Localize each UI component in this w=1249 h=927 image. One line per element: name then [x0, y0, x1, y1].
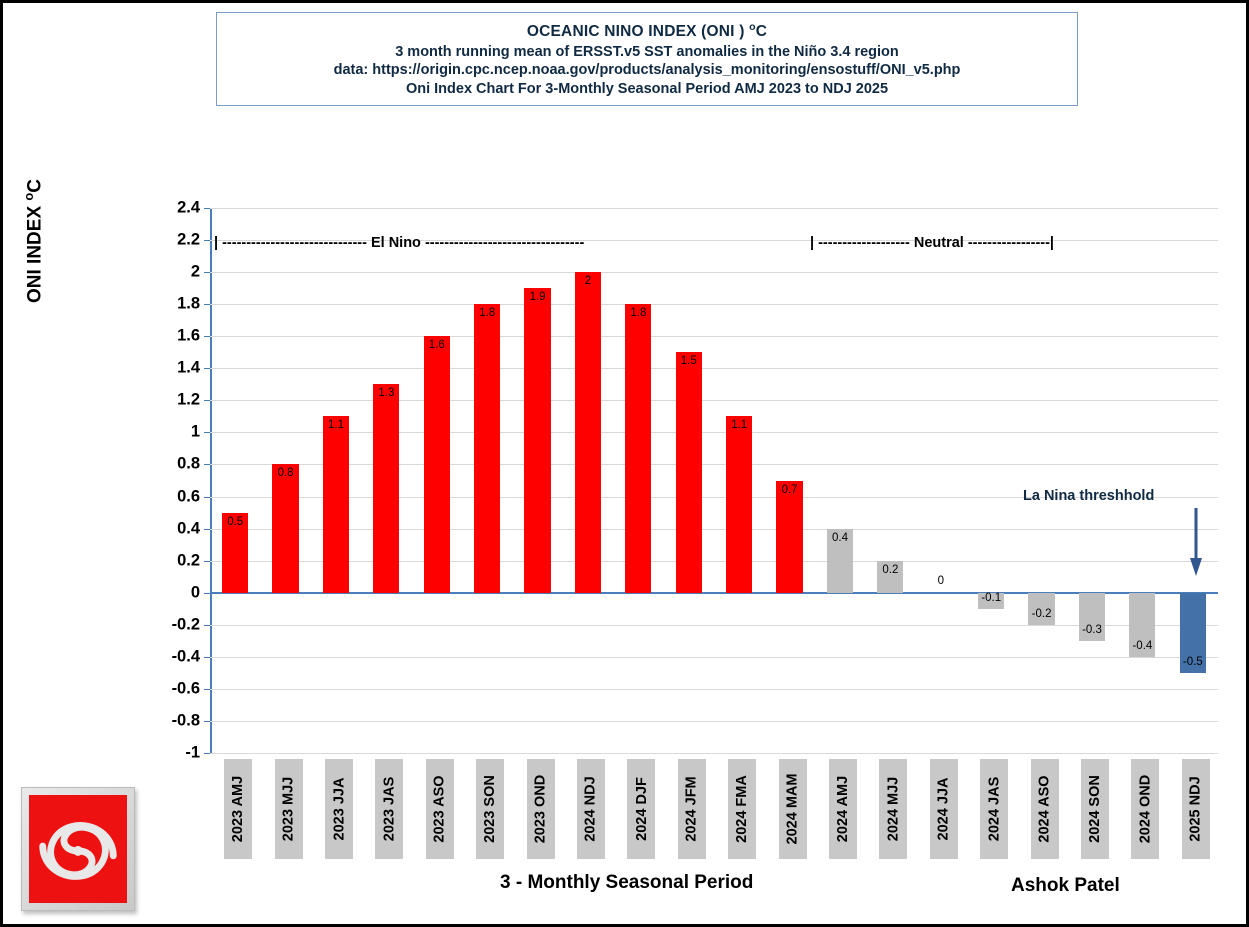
- x-tick-label: [930, 759, 958, 859]
- y-tick-label: -0.2: [171, 615, 200, 634]
- bar-column[interactable]: [424, 208, 450, 753]
- bar-value-label: 1.5: [680, 355, 697, 368]
- gridline: [210, 753, 1218, 754]
- chart-title-line3: data: https://origin.cpc.ncep.noaa.gov/products/analysis_monitoring/ensostuff/ONI_v5.php: [333, 61, 961, 78]
- y-tick-label: 0.6: [177, 487, 200, 506]
- regime-annotations: [210, 235, 1218, 257]
- bar-value-label: -0.4: [1132, 639, 1153, 652]
- x-axis-title: 3 - Monthly Seasonal Period: [500, 872, 754, 893]
- x-tick-label-text: 2024 OND: [1137, 774, 1154, 844]
- x-axis-tick-labels: [210, 759, 1218, 889]
- x-tick-label-text: 2024 JFM: [683, 776, 700, 842]
- y-tick-label: -0.4: [171, 647, 200, 666]
- x-tick-label: [325, 759, 353, 859]
- x-tick-label-text: 2024 DJF: [633, 777, 650, 841]
- y-tick-label: 2.4: [177, 198, 200, 217]
- bar[interactable]: [776, 481, 802, 593]
- y-tick-label: -0.6: [171, 679, 200, 698]
- bar[interactable]: [373, 384, 399, 592]
- bar-column[interactable]: [323, 208, 349, 753]
- bar-column[interactable]: [726, 208, 752, 753]
- x-tick-label-text: 2025 NDJ: [1187, 776, 1204, 842]
- y-axis-title: ONI INDEX $^o$C: [21, 178, 46, 303]
- chart-title-line1: OCEANIC NINO INDEX (ONI ) $^o$C: [526, 21, 768, 41]
- bar-value-label: 2: [584, 275, 592, 288]
- bar-value-label: 1.8: [479, 307, 496, 320]
- x-tick-label-text: 2024 MAM: [784, 773, 801, 845]
- x-tick-label: [980, 759, 1008, 859]
- y-tick-label: 0.2: [177, 551, 200, 570]
- bar-column[interactable]: [373, 208, 399, 753]
- y-tick-label: 0.4: [177, 519, 200, 538]
- bar-column[interactable]: [1028, 208, 1054, 753]
- bar-value-label: 1.1: [731, 419, 748, 432]
- x-tick-label: [678, 759, 706, 859]
- bar-column[interactable]: [625, 208, 651, 753]
- y-tick-label: 1: [190, 422, 200, 441]
- bar-value-label: -0.2: [1031, 607, 1052, 620]
- x-tick-label-text: 2023 SON: [482, 775, 499, 843]
- x-tick-label-text: 2023 JAS: [381, 776, 398, 842]
- bar-column[interactable]: [575, 208, 601, 753]
- chart-title-box: [216, 12, 1078, 106]
- bar-value-label: -0.3: [1082, 623, 1102, 636]
- bar-value-label: 1.3: [378, 387, 395, 400]
- bar[interactable]: [676, 352, 702, 592]
- x-tick-label: [476, 759, 504, 859]
- bar-column[interactable]: [474, 208, 500, 753]
- x-tick-label-text: 2023 JJA: [331, 777, 348, 841]
- bar-value-label: 0.7: [781, 483, 798, 496]
- x-tick-label-text: 2023 ASO: [431, 775, 448, 843]
- x-tick-label: [1182, 759, 1210, 859]
- bar-value-label: 0.5: [227, 515, 244, 528]
- y-tick-label: 1.8: [177, 294, 200, 313]
- plot-area: [171, 198, 1218, 762]
- y-tick-label: -1: [185, 743, 200, 762]
- bar[interactable]: [726, 416, 752, 592]
- bar-column[interactable]: [1180, 208, 1206, 753]
- neutral-annotation: | ------------------- Neutral -----------------|: [810, 235, 1054, 251]
- bar-column[interactable]: [978, 208, 1004, 753]
- down-arrow-icon: [1189, 508, 1203, 578]
- bar-value-label: 0.8: [277, 467, 294, 480]
- el-nino-annotation: | ------------------------------ El Nino ---------------------------------: [214, 235, 585, 251]
- x-tick-label-text: 2023 MJJ: [280, 776, 297, 842]
- x-tick-label: [275, 759, 303, 859]
- bar-value-label: 0: [937, 574, 944, 587]
- x-tick-label-text: 2024 NDJ: [583, 776, 600, 842]
- bar-value-label: 0.4: [831, 531, 848, 544]
- x-tick-label-text: 2024 SON: [1087, 775, 1103, 843]
- x-tick-label-text: 2023 OND: [532, 774, 549, 844]
- cyclone-icon: [29, 795, 127, 903]
- bar-value-label: 1.8: [630, 307, 647, 320]
- y-tick-label: -0.8: [171, 711, 200, 730]
- bar-series: [210, 208, 1218, 753]
- x-tick-label-text: 2024 FMA: [734, 775, 751, 843]
- author-label: Ashok Patel: [1011, 875, 1120, 896]
- x-tick-label: [527, 759, 555, 859]
- bar[interactable]: [474, 304, 500, 593]
- y-tick-label: 0.8: [177, 454, 200, 473]
- bar-column[interactable]: [928, 208, 954, 753]
- chart-title-line4: Oni Index Chart For 3-Monthly Seasonal Period AMJ 2023 to NDJ 2025: [405, 80, 889, 97]
- bar[interactable]: [424, 336, 450, 592]
- y-tick-label: 0: [190, 583, 200, 602]
- x-tick-label-text: 2024 ASO: [1036, 775, 1053, 843]
- x-tick-label: [577, 759, 605, 859]
- bar-value-label: 0.2: [882, 563, 899, 576]
- bar[interactable]: [323, 416, 349, 592]
- y-tick-label: 1.2: [177, 390, 200, 409]
- bar[interactable]: [524, 288, 550, 593]
- bar-column[interactable]: [676, 208, 702, 753]
- x-tick-label: [426, 759, 454, 859]
- x-tick-label-text: 2024 JJA: [935, 777, 952, 841]
- bar-column[interactable]: [1079, 208, 1105, 753]
- la-nina-threshold-label: La Nina threshhold: [1023, 488, 1155, 504]
- bar[interactable]: [575, 272, 601, 593]
- x-tick-label: [627, 759, 655, 859]
- bar-value-label: 1.9: [529, 291, 546, 304]
- x-tick-label: [879, 759, 907, 859]
- bar-value-label: 1.6: [428, 339, 445, 352]
- x-tick-label-text: 2023 AMJ: [230, 775, 247, 843]
- bar-column[interactable]: [877, 208, 903, 753]
- bar-column[interactable]: [222, 208, 248, 753]
- bar-column[interactable]: [1129, 208, 1155, 753]
- bar-column[interactable]: [272, 208, 298, 753]
- x-tick-label-text: 2024 JAS: [986, 776, 1003, 842]
- x-tick-label: [829, 759, 857, 859]
- bar-column[interactable]: [524, 208, 550, 753]
- x-tick-label: [1081, 759, 1109, 859]
- x-tick-label: [1031, 759, 1059, 859]
- y-tick-label: 2.2: [177, 230, 200, 249]
- bar-value-label: 1.1: [327, 419, 344, 432]
- bar[interactable]: [625, 304, 651, 593]
- chart-title-line2: 3 month running mean of ERSST.v5 SST anomalies in the Niño 3.4 region: [395, 43, 899, 60]
- x-tick-label-text: 2024 AMJ: [835, 775, 851, 843]
- x-tick-label: [1131, 759, 1159, 859]
- y-tick-mark: [204, 753, 210, 754]
- bar[interactable]: [272, 464, 298, 592]
- y-tick-label: 1.4: [177, 358, 200, 377]
- x-tick-label: [728, 759, 756, 859]
- y-tick-label: 1.6: [177, 326, 200, 345]
- bar-value-label: -0.1: [981, 591, 1002, 604]
- logo: [21, 787, 135, 911]
- bar-column[interactable]: [827, 208, 853, 753]
- x-tick-label: [375, 759, 403, 859]
- x-tick-label: [779, 759, 807, 859]
- bar-column[interactable]: [776, 208, 802, 753]
- y-tick-label: 2: [190, 262, 200, 281]
- x-tick-label-text: 2024 MJJ: [885, 776, 902, 842]
- x-tick-label: [224, 759, 252, 859]
- bar-value-label: -0.5: [1182, 655, 1203, 668]
